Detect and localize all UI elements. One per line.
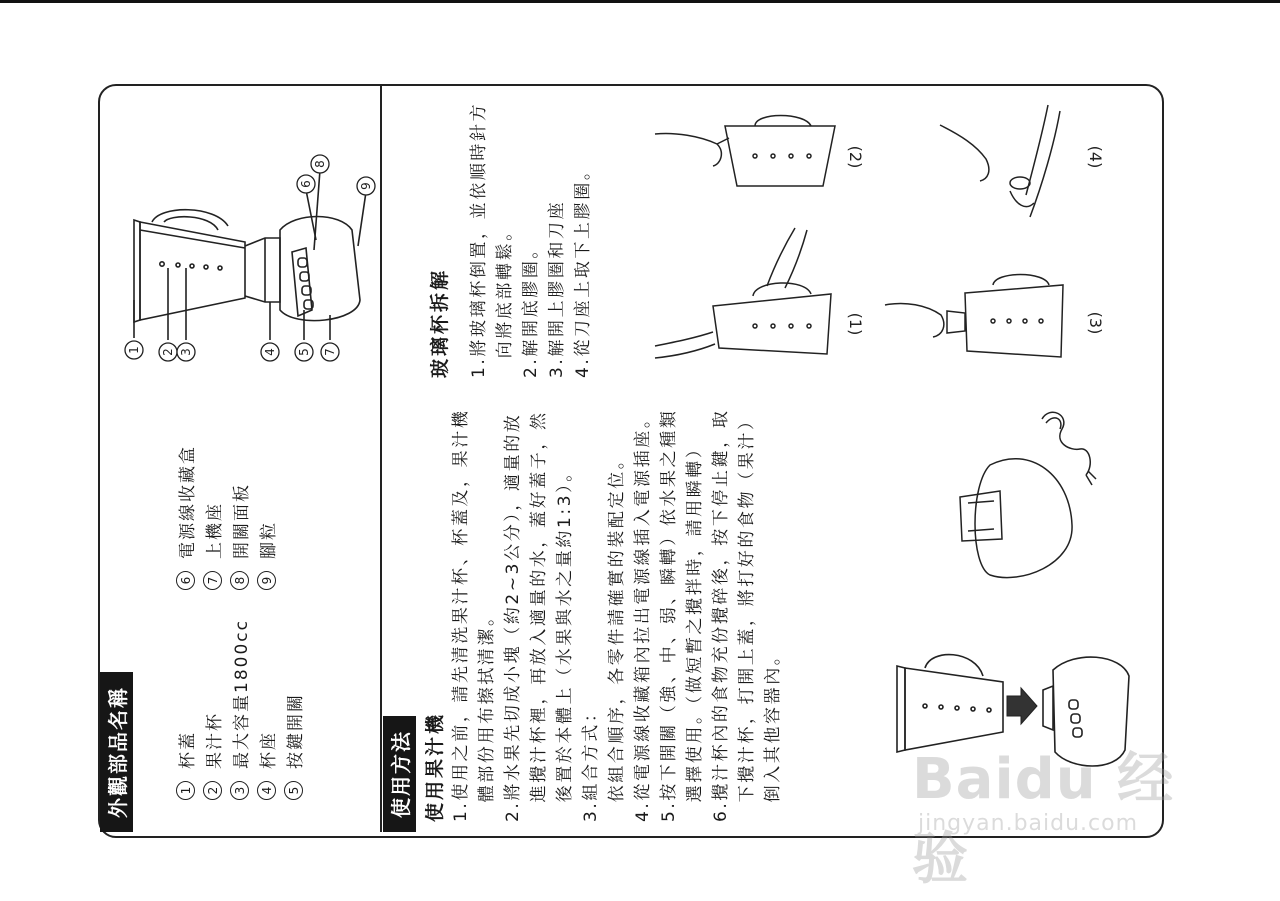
usage-line: 倒入其他容器內。 bbox=[763, 645, 783, 822]
usage-section-title: 使用方法 bbox=[383, 716, 416, 832]
svg-text:8: 8 bbox=[313, 160, 327, 168]
glass-instructions bbox=[466, 102, 596, 378]
part-item: 3 最大容量1800cc bbox=[226, 619, 253, 800]
usage-line: 選擇使用。（做短暫之攪拌時，請用瞬轉） bbox=[685, 438, 705, 822]
parts-list-col1 bbox=[172, 619, 307, 800]
usage-line: 體部份用布擦拭清潔。 bbox=[477, 606, 497, 822]
part-item: 1 杯蓋 bbox=[172, 619, 199, 800]
glass-line: 2.解開底膠圈。 bbox=[521, 238, 541, 378]
top-border-line bbox=[0, 0, 1280, 3]
svg-text:3: 3 bbox=[179, 348, 193, 356]
svg-text:9: 9 bbox=[359, 182, 373, 190]
column-divider bbox=[380, 86, 382, 832]
part-item: 4 杯座 bbox=[253, 619, 280, 800]
svg-text:4: 4 bbox=[263, 348, 277, 356]
parts-section-title: 外觀部品名稱 bbox=[100, 672, 133, 832]
figure-label-2: (2) bbox=[846, 145, 865, 169]
usage-line: 依組合順序，各零件請確實的裝配定位。 bbox=[607, 449, 627, 822]
baidu-watermark bbox=[912, 735, 1202, 892]
part-item: 7 上機座 bbox=[199, 445, 226, 590]
svg-text:1: 1 bbox=[127, 346, 141, 354]
svg-text:2: 2 bbox=[161, 348, 175, 356]
part-item: 2 果汁杯 bbox=[199, 619, 226, 800]
usage-line: 1.使用之前，請先清洗果汁杯、杯蓋及，果汁機 bbox=[451, 408, 471, 822]
disassembly-figure-2 bbox=[655, 112, 865, 202]
glass-section-title: 玻璃杯拆解 bbox=[429, 267, 451, 378]
usage-line: 3.組合方式： bbox=[581, 702, 601, 822]
glass-line: 3.解開上膠圈和刀座 bbox=[547, 199, 567, 378]
glass-line: 向將底部轉鬆。 bbox=[495, 221, 515, 378]
part-item: 5 按鍵開關 bbox=[280, 619, 307, 800]
figure-label-4: (4) bbox=[1086, 145, 1105, 169]
svg-text:5: 5 bbox=[297, 348, 311, 356]
disassembly-figure-1 bbox=[655, 228, 865, 363]
usage-line: 6.攪汁杯內的食物充份攪碎後，按下停止鍵，取 bbox=[711, 408, 731, 822]
usage-line: 5.按下開關（強、中、弱、瞬轉）依水果之種類 bbox=[659, 408, 679, 822]
part-item: 8 開關面板 bbox=[226, 445, 253, 590]
glass-line: 1.將玻璃杯倒置，並依順時針方 bbox=[469, 101, 489, 378]
blender-parts-diagram bbox=[120, 150, 380, 370]
parts-list-col2 bbox=[172, 445, 280, 590]
svg-text:6: 6 bbox=[299, 180, 313, 188]
watermark-url: jingyan.baidu.com bbox=[918, 811, 1139, 836]
part-item: 9 腳粒 bbox=[253, 445, 280, 590]
usage-line: 4.從電源線收藏箱內拉出電源線插入電源插座。 bbox=[633, 408, 653, 822]
disassembly-figure-3 bbox=[885, 275, 1115, 370]
usage-line: 下攪汁杯，打開上蓋，將打好的食物（果汁） bbox=[737, 410, 757, 822]
figure-label-3: (3) bbox=[1086, 311, 1105, 335]
glass-line: 4.從刀座上取下上膠圈。 bbox=[573, 160, 593, 378]
usage-line: 後置於本體上（水果與水之量約1:3）。 bbox=[555, 462, 575, 822]
figure-label-1: (1) bbox=[846, 312, 865, 336]
usage-subtitle: 使用果汁機 bbox=[424, 711, 446, 822]
motor-base-illustration bbox=[950, 405, 1110, 590]
part-item: 6 電源線收藏盒 bbox=[172, 445, 199, 590]
usage-instructions bbox=[448, 409, 786, 822]
watermark-brand: Baidu 经验 bbox=[912, 747, 1175, 892]
disassembly-figure-4 bbox=[930, 105, 1110, 225]
svg-text:7: 7 bbox=[323, 348, 337, 356]
usage-line: 進攪汁杯裡，再放入適量的水，蓋好蓋子，然 bbox=[529, 410, 549, 822]
usage-line: 2.將水果先切成小塊（約2~3公分），適量的放 bbox=[503, 412, 523, 822]
